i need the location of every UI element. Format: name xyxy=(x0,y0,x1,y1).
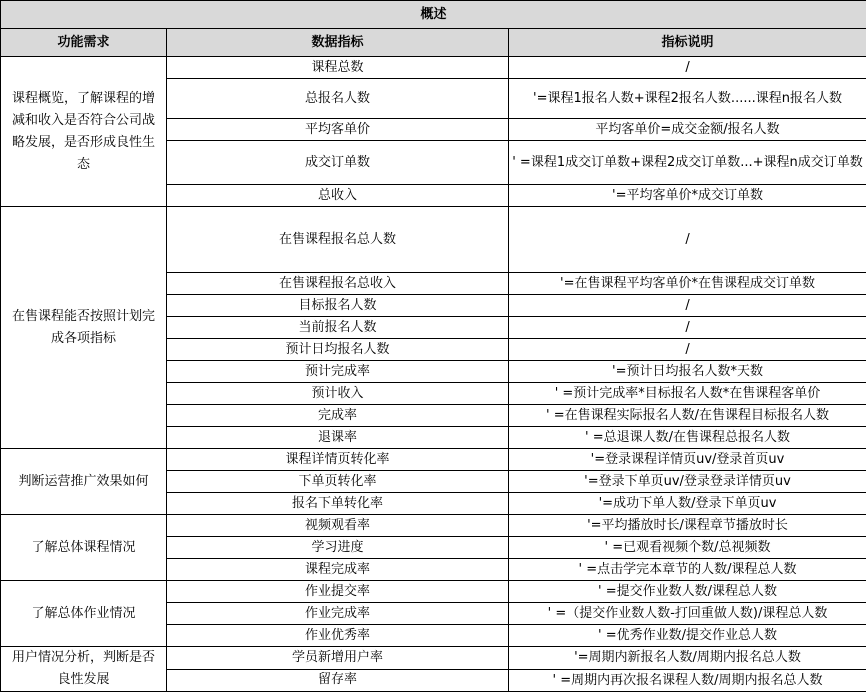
description-cell: '=成功下单人数/登录下单页uv xyxy=(509,493,866,515)
metric-cell: 课程完成率 xyxy=(167,559,509,581)
description-cell: ' =点击学完本章节的人数/课程总人数 xyxy=(509,559,866,581)
metric-cell: 课程详情页转化率 xyxy=(167,449,509,471)
requirement-cell: 课程概览，了解课程的增减和收入是否符合公司战略发展，是否形成良性生态 xyxy=(1,57,167,207)
table-row xyxy=(1,207,866,273)
description-cell: / xyxy=(509,207,866,273)
header-description: 指标说明 xyxy=(509,29,866,57)
metric-cell: 学员新增用户率 xyxy=(167,647,509,670)
description-cell: '=周期内新报名人数/周期内报名总人数 xyxy=(509,647,866,670)
metric-cell: 留存率 xyxy=(167,669,509,692)
description-cell: '=课程1报名人数+课程2报名人数......课程n报名人数 xyxy=(509,79,866,119)
description-cell: '=登录下单页uv/登录登录详情页uv xyxy=(509,471,866,493)
description-cell: ' =在售课程实际报名人数/在售课程目标报名人数 xyxy=(509,405,866,427)
requirement-cell: 用户情况分析，判断是否良性发展 xyxy=(1,647,167,692)
metric-cell: 学习进度 xyxy=(167,537,509,559)
metric-cell: 在售课程报名总收入 xyxy=(167,273,509,295)
table-row xyxy=(1,581,866,603)
metric-cell: 作业优秀率 xyxy=(167,625,509,647)
metric-cell: 在售课程报名总人数 xyxy=(167,207,509,273)
description-cell: ' =（提交作业数人数-打回重做人数)/课程总人数 xyxy=(509,603,866,625)
header-row xyxy=(1,29,866,57)
description-cell: '=平均播放时长/课程章节播放时长 xyxy=(509,515,866,537)
description-cell: ' =总退课人数/在售课程总报名人数 xyxy=(509,427,866,449)
metric-cell: 报名下单转化率 xyxy=(167,493,509,515)
metric-cell: 下单页转化率 xyxy=(167,471,509,493)
table-row xyxy=(1,647,866,670)
metric-cell: 预计日均报名人数 xyxy=(167,339,509,361)
metric-cell: 预计收入 xyxy=(167,383,509,405)
description-cell: / xyxy=(509,57,866,79)
description-cell: ' =课程1成交订单数+课程2成交订单数...+课程n成交订单数 xyxy=(509,141,866,185)
description-cell: '=预计日均报名人数*天数 xyxy=(509,361,866,383)
description-cell: / xyxy=(509,295,866,317)
description-cell: 平均客单价=成交金额/报名人数 xyxy=(509,119,866,141)
metric-cell: 预计完成率 xyxy=(167,361,509,383)
description-cell: ' =提交作业数人数/课程总人数 xyxy=(509,581,866,603)
description-cell: '=登录课程详情页uv/登录首页uv xyxy=(509,449,866,471)
table-body xyxy=(1,57,866,692)
table-row xyxy=(1,57,866,79)
metric-cell: 当前报名人数 xyxy=(167,317,509,339)
table-row xyxy=(1,515,866,537)
description-cell: ' =预计完成率*目标报名人数*在售课程客单价 xyxy=(509,383,866,405)
metric-cell: 成交订单数 xyxy=(167,141,509,185)
description-cell: / xyxy=(509,339,866,361)
metric-cell: 平均客单价 xyxy=(167,119,509,141)
description-cell: ' =已观看视频个数/总视频数 xyxy=(509,537,866,559)
header-requirement: 功能需求 xyxy=(1,29,167,57)
description-cell: '=平均客单价*成交订单数 xyxy=(509,185,866,207)
requirement-cell: 在售课程能否按照计划完成各项指标 xyxy=(1,207,167,449)
description-cell: ' =优秀作业数/提交作业总人数 xyxy=(509,625,866,647)
metric-cell: 完成率 xyxy=(167,405,509,427)
requirement-cell: 了解总体作业情况 xyxy=(1,581,167,647)
metric-cell: 总收入 xyxy=(167,185,509,207)
table-row xyxy=(1,449,866,471)
description-cell: ' =周期内再次报名课程人数/周期内报名总人数 xyxy=(509,669,866,692)
header-metric: 数据指标 xyxy=(167,29,509,57)
metric-cell: 总报名人数 xyxy=(167,79,509,119)
metric-cell: 视频观看率 xyxy=(167,515,509,537)
requirement-cell: 了解总体课程情况 xyxy=(1,515,167,581)
metric-cell: 作业提交率 xyxy=(167,581,509,603)
requirement-cell: 判断运营推广效果如何 xyxy=(1,449,167,515)
metric-cell: 作业完成率 xyxy=(167,603,509,625)
metric-cell: 目标报名人数 xyxy=(167,295,509,317)
title-row xyxy=(1,1,866,29)
description-cell: / xyxy=(509,317,866,339)
table-title: 概述 xyxy=(1,1,866,29)
metric-cell: 退课率 xyxy=(167,427,509,449)
description-cell: '=在售课程平均客单价*在售课程成交订单数 xyxy=(509,273,866,295)
metric-cell: 课程总数 xyxy=(167,57,509,79)
